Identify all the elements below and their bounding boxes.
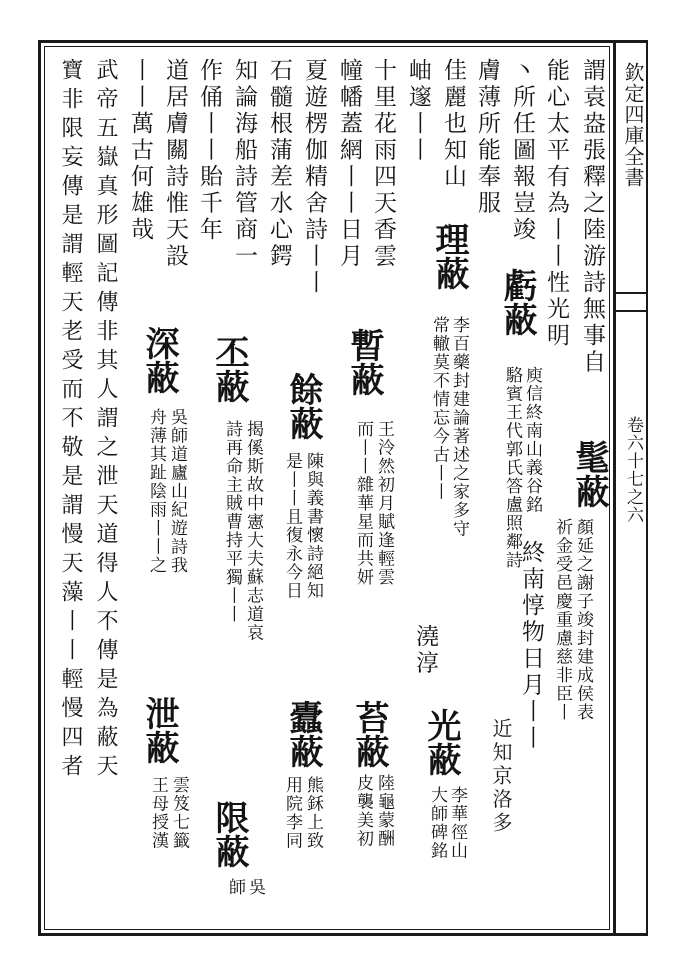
annotation-line: 而丨丨雜華星而共妍: [353, 420, 373, 587]
text-column: 佳麗也知山: [440, 58, 466, 191]
headword: 深蔽: [139, 326, 179, 394]
headword: 蠹蔽: [283, 700, 323, 768]
headword: 苔蔽: [349, 700, 389, 768]
annotation-line: 祈金受邑慶重慮慈非臣丨: [552, 518, 572, 722]
text-column: 武帝五嶽真形圖記傳非其人謂之泄天道得人不傳是為蔽天: [93, 58, 118, 783]
book-title: 欽定四庫全書: [621, 62, 645, 188]
text-column: 近知京洛多: [489, 718, 513, 836]
annotation-line: 詩再命主賊曹持平獨丨丨: [222, 420, 242, 624]
annotation-line: 吳: [245, 878, 265, 897]
annotation-line: 王母授漢: [148, 776, 168, 850]
annotation-line: 雲笈七籤: [169, 776, 189, 850]
text-column: 寶非限妄傳是謂輕天老受而不敬是謂慢天藻丨丨輕慢四者: [58, 58, 83, 783]
annotation-line: 大師碑銘: [427, 786, 447, 860]
text-column: 幢幡蓋網丨丨日月: [336, 58, 362, 270]
text-column: 丶所任圖報豈竣: [509, 58, 535, 244]
annotation-line: 陳與義書懷詩絕知: [303, 452, 323, 600]
text-column: 膚薄所能奉服: [474, 58, 500, 217]
text-column: 石髓根蒲差水心鍔: [266, 58, 292, 270]
annotation-line: 庾信終南山義谷銘: [522, 366, 542, 514]
annotation-line: 常轍莫不情忘今古丨丨: [429, 316, 449, 501]
annotation-line: 用院李同: [282, 776, 302, 850]
text-column: 丨丨萬古何雄哉: [127, 58, 153, 244]
annotation-line: 舟薄其趾陰雨丨丨之: [146, 408, 166, 575]
annotation-line: 王泠然初月賦逢輕雲: [374, 420, 394, 587]
annotation-line: 吳師道廬山紀遊詩我: [167, 408, 187, 575]
text-column: 能心太平有為丨丨性光明: [543, 58, 569, 350]
text-column: 道居膚關詩惟天設: [162, 58, 188, 270]
headword: 限蔽: [209, 800, 249, 868]
headword: 餘蔽: [283, 372, 323, 440]
annotation-line: 師: [225, 878, 245, 897]
annotation-line: 駱賓王代郭氏答盧照鄰詩: [502, 366, 522, 570]
text-column: 知論海船詩管商一: [231, 58, 257, 270]
text-column: 夏遊楞伽精舍詩丨丨: [301, 58, 327, 297]
annotation-line: 是丨丨且復永今日: [282, 452, 302, 600]
annotation-line: 熊鉌上致: [303, 776, 323, 850]
text-column: 澆淳: [412, 624, 438, 677]
text-column: 十里花雨四天香雲: [370, 58, 396, 270]
annotation-line: 陸龜蒙酬: [374, 774, 394, 848]
annotation-line: 顏延之謝子竣封建成侯表: [573, 518, 593, 722]
annotation-line: 皮襲美初: [353, 774, 373, 848]
text-column: 謂袁盎張釋之陸游詩無事自: [579, 58, 605, 376]
headword: 理蔽: [429, 222, 469, 290]
headword: 光蔽: [421, 708, 461, 776]
volume-label: 卷六十七之六: [623, 416, 643, 524]
annotation-line: 李百藥封建論著述之家多守: [449, 316, 469, 538]
annotation-line: 揭傒斯故中憲大夫蘇志道哀: [243, 420, 263, 642]
headword: 泄蔽: [139, 696, 179, 764]
annotation-line: 李華徑山: [447, 786, 467, 860]
fishtail-mark: [616, 292, 648, 312]
headword: 丕蔽: [209, 335, 249, 403]
text-column: 作俑丨丨貽千年: [196, 58, 222, 244]
text-column: 岫邃丨丨: [405, 58, 431, 164]
headword: 髦蔽: [569, 440, 609, 508]
headword: 暫蔽: [344, 328, 384, 396]
text-column: 終南惇物日月丨丨: [518, 540, 544, 752]
headword: 虧蔽: [497, 268, 537, 336]
